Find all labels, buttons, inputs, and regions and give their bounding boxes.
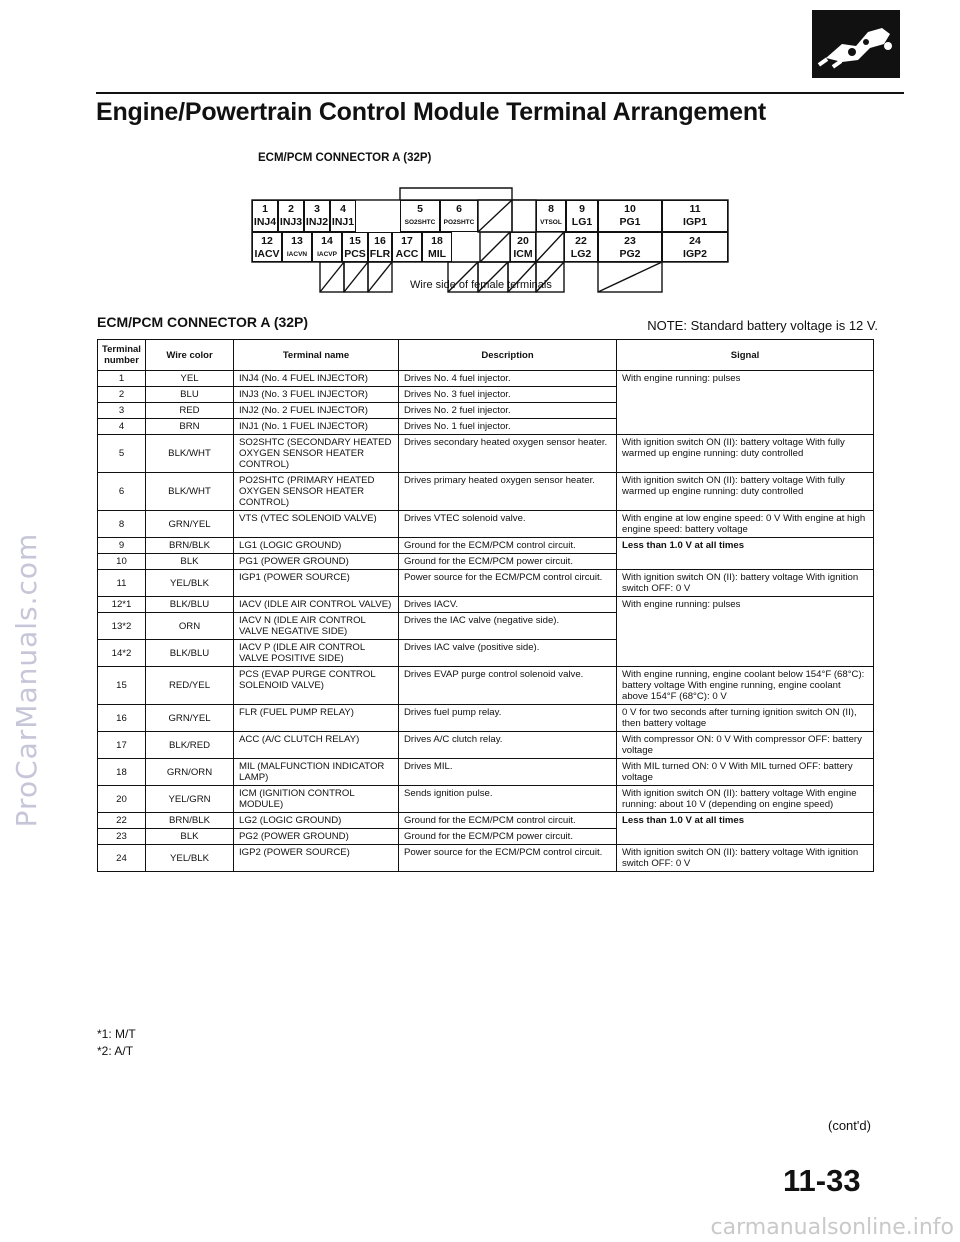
connector-cell	[566, 200, 598, 232]
cell-terminal-name: PG2 (POWER GROUND)	[234, 829, 399, 845]
table-row	[98, 667, 874, 705]
cell-description: Drives secondary heated oxygen sensor heater.	[399, 435, 617, 473]
cell-terminal-number: 9	[98, 538, 146, 554]
cell-wire-color: GRN/ORN	[146, 759, 234, 786]
connector-cell	[598, 200, 662, 232]
cell-terminal-name: ICM (IGNITION CONTROL MODULE)	[234, 786, 399, 813]
cell-terminal-number: 2	[98, 387, 146, 403]
cell-terminal-name: IACV (IDLE AIR CONTROL VALVE)	[234, 597, 399, 613]
cell-wire-color: BLK	[146, 554, 234, 570]
cell-signal: With engine running: pulses	[617, 371, 874, 435]
connector-cell	[400, 200, 440, 232]
connector-cell-number: 1	[262, 203, 268, 215]
table-header-row	[98, 340, 874, 371]
connector-cell-term: PO2SHTC	[443, 219, 475, 226]
wire-side-note: Wire side of female terminals	[410, 279, 552, 291]
cell-terminal-name: LG1 (LOGIC GROUND)	[234, 538, 399, 554]
cell-terminal-name: INJ1 (No. 1 FUEL INJECTOR)	[234, 419, 399, 435]
connector-cell-term: LG1	[571, 216, 593, 228]
engine-section-logo	[812, 10, 900, 78]
cell-description: Power source for the ECM/PCM control circuit.	[399, 845, 617, 872]
connector-cell	[422, 232, 452, 262]
cell-wire-color: YEL	[146, 371, 234, 387]
table-row	[98, 511, 874, 538]
cell-terminal-name: PO2SHTC (PRIMARY HEATED OXYGEN SENSOR HEATER CONTROL)	[234, 473, 399, 511]
footnotes	[97, 1026, 136, 1060]
footnote-1: *1: M/T	[97, 1027, 136, 1041]
cell-wire-color: GRN/YEL	[146, 511, 234, 538]
cell-signal: With MIL turned ON: 0 V With MIL turned OFF: battery voltage	[617, 759, 874, 786]
connector-cell	[368, 232, 392, 262]
cell-terminal-number: 15	[98, 667, 146, 705]
connector-cell-term: INJ4	[253, 216, 277, 228]
cell-wire-color: BLK/WHT	[146, 473, 234, 511]
cell-terminal-number: 6	[98, 473, 146, 511]
cell-terminal-number: 8	[98, 511, 146, 538]
cell-description: Ground for the ECM/PCM power circuit.	[399, 829, 617, 845]
connector-cell-term: IACV	[254, 248, 280, 260]
connector-cell-number: 14	[321, 235, 333, 247]
voltage-note: NOTE: Standard battery voltage is 12 V.	[647, 318, 878, 333]
connector-cell-number: 3	[314, 203, 320, 215]
connector-cell	[252, 200, 278, 232]
bottom-watermark: carmanualsonline.info	[710, 1215, 954, 1240]
table-row	[98, 759, 874, 786]
connector-cell	[278, 200, 304, 232]
cell-terminal-name: IGP2 (POWER SOURCE)	[234, 845, 399, 872]
cell-signal: With ignition switch ON (II): battery voltage With ignition switch OFF: 0 V	[617, 845, 874, 872]
connector-cell-number: 4	[340, 203, 346, 215]
connector-cell-number: 8	[548, 203, 554, 215]
cell-description: Drives IAC valve (positive side).	[399, 640, 617, 667]
cell-terminal-name: IGP1 (POWER SOURCE)	[234, 570, 399, 597]
connector-cell-term: PG2	[619, 248, 641, 260]
cell-terminal-number: 22	[98, 813, 146, 829]
connector-cell	[440, 200, 478, 232]
cell-signal: Less than 1.0 V at all times	[617, 538, 874, 570]
cell-terminal-number: 14*2	[98, 640, 146, 667]
connector-cell-number: 23	[624, 235, 636, 247]
cell-wire-color: GRN/YEL	[146, 705, 234, 732]
cell-signal: With engine running: pulses	[617, 597, 874, 667]
cell-description: Drives the IAC valve (negative side).	[399, 613, 617, 640]
header-description: Description	[399, 340, 617, 371]
connector-cell-term: VTSOL	[540, 219, 562, 226]
cell-terminal-name: MIL (MALFUNCTION INDICATOR LAMP)	[234, 759, 399, 786]
connector-cell-number: 24	[689, 235, 701, 247]
connector-cell-number: 10	[624, 203, 636, 215]
cell-description: Power source for the ECM/PCM control circuit.	[399, 570, 617, 597]
cell-terminal-number: 5	[98, 435, 146, 473]
cell-terminal-number: 18	[98, 759, 146, 786]
connector-cell-term: MIL	[427, 248, 447, 260]
connector-cell-number: 12	[261, 235, 273, 247]
cell-signal: With ignition switch ON (II): battery voltage With fully warmed up engine running: duty controlled	[617, 435, 874, 473]
cell-terminal-number: 23	[98, 829, 146, 845]
connector-cell-number: 9	[579, 203, 585, 215]
cell-terminal-number: 3	[98, 403, 146, 419]
connector-cell-term: INJ3	[279, 216, 303, 228]
cell-wire-color: YEL/BLK	[146, 845, 234, 872]
cell-terminal-number: 4	[98, 419, 146, 435]
cell-terminal-name: FLR (FUEL PUMP RELAY)	[234, 705, 399, 732]
cell-terminal-number: 24	[98, 845, 146, 872]
cell-terminal-number: 10	[98, 554, 146, 570]
cell-wire-color: BLK	[146, 829, 234, 845]
top-rule	[96, 92, 904, 94]
connector-cell-number: 6	[456, 203, 462, 215]
cell-terminal-name: INJ4 (No. 4 FUEL INJECTOR)	[234, 371, 399, 387]
connector-cell-number: 18	[431, 235, 443, 247]
connector-cell	[342, 232, 368, 262]
cell-signal: With engine running, engine coolant below 154°F (68°C): battery voltage With engine running, engine coolant above 154°F (68°C): 0 V	[617, 667, 874, 705]
side-watermark: ProCarManuals.com	[10, 532, 43, 828]
page-title: Engine/Powertrain Control Module Terminal Arrangement	[96, 98, 767, 126]
cell-description: Drives primary heated oxygen sensor heater.	[399, 473, 617, 511]
table-row	[98, 813, 874, 829]
connector-cell	[536, 200, 566, 232]
cell-description: Sends ignition pulse.	[399, 786, 617, 813]
connector-cell-term: IGP2	[683, 248, 707, 260]
cell-description: Drives No. 2 fuel injector.	[399, 403, 617, 419]
connector-cell	[304, 200, 330, 232]
cell-wire-color: BRN/BLK	[146, 813, 234, 829]
cell-terminal-number: 13*2	[98, 613, 146, 640]
connector-cell	[598, 232, 662, 262]
cell-signal: With compressor ON: 0 V With compressor OFF: battery voltage	[617, 732, 874, 759]
cell-signal: With engine at low engine speed: 0 V With engine at high engine speed: battery voltage	[617, 511, 874, 538]
continued-label: (cont'd)	[828, 1118, 871, 1133]
connector-cell	[392, 232, 422, 262]
connector-cell-term: INJ1	[331, 216, 355, 228]
cell-description: Drives IACV.	[399, 597, 617, 613]
table-row	[98, 597, 874, 613]
connector-cell-term: IGP1	[683, 216, 707, 228]
table-row	[98, 371, 874, 387]
cell-terminal-name: IACV P (IDLE AIR CONTROL VALVE POSITIVE SIDE)	[234, 640, 399, 667]
cell-wire-color: BLK/BLU	[146, 640, 234, 667]
cell-terminal-name: IACV N (IDLE AIR CONTROL VALVE NEGATIVE SIDE)	[234, 613, 399, 640]
cell-wire-color: RED/YEL	[146, 667, 234, 705]
connector-cell-term: IACVP	[317, 251, 337, 258]
cell-signal: 0 V for two seconds after turning ignition switch ON (II), then battery voltage	[617, 705, 874, 732]
connector-cell-term: PCS	[344, 248, 366, 260]
cell-description: Drives MIL.	[399, 759, 617, 786]
cell-wire-color: BLK/RED	[146, 732, 234, 759]
cell-terminal-number: 11	[98, 570, 146, 597]
cell-terminal-number: 12*1	[98, 597, 146, 613]
cell-wire-color: BLK/BLU	[146, 597, 234, 613]
cell-terminal-number: 16	[98, 705, 146, 732]
footnote-2: *2: A/T	[97, 1044, 134, 1058]
cell-description: Drives EVAP purge control solenoid valve.	[399, 667, 617, 705]
table-row	[98, 732, 874, 759]
connector-cell-number: 17	[401, 235, 413, 247]
connector-cell	[662, 232, 728, 262]
cell-wire-color: YEL/GRN	[146, 786, 234, 813]
cell-signal: With ignition switch ON (II): battery voltage With ignition switch OFF: 0 V	[617, 570, 874, 597]
cell-description: Drives A/C clutch relay.	[399, 732, 617, 759]
page-number: 11-33	[783, 1163, 861, 1198]
connector-cell-number: 13	[291, 235, 303, 247]
connector-cell-number: 5	[417, 203, 423, 215]
connector-caption: ECM/PCM CONNECTOR A (32P)	[258, 152, 432, 164]
cell-wire-color: ORN	[146, 613, 234, 640]
cell-terminal-number: 1	[98, 371, 146, 387]
connector-cell-number: 16	[374, 235, 386, 247]
cell-terminal-name: PG1 (POWER GROUND)	[234, 554, 399, 570]
cell-terminal-name: SO2SHTC (SECONDARY HEATED OXYGEN SENSOR HEATER CONTROL)	[234, 435, 399, 473]
connector-cell-term: LG2	[570, 248, 592, 260]
cell-description: Drives No. 3 fuel injector.	[399, 387, 617, 403]
table-row	[98, 786, 874, 813]
header-terminal-number: Terminal number	[98, 340, 146, 371]
cell-terminal-name: VTS (VTEC SOLENOID VALVE)	[234, 511, 399, 538]
connector-cell	[252, 232, 282, 262]
cell-description: Drives No. 4 fuel injector.	[399, 371, 617, 387]
cell-wire-color: RED	[146, 403, 234, 419]
cell-terminal-name: ACC (A/C CLUTCH RELAY)	[234, 732, 399, 759]
connector-cell-term: ICM	[513, 248, 533, 260]
connector-cell-term: PG1	[619, 216, 641, 228]
table-row	[98, 473, 874, 511]
connector-cell	[662, 200, 728, 232]
table-row	[98, 538, 874, 554]
connector-cell	[564, 232, 598, 262]
cell-terminal-name: INJ2 (No. 2 FUEL INJECTOR)	[234, 403, 399, 419]
table-caption: ECM/PCM CONNECTOR A (32P)	[97, 314, 309, 330]
table-row	[98, 435, 874, 473]
connector-cell-term: INJ2	[305, 216, 329, 228]
cell-signal: Less than 1.0 V at all times	[617, 813, 874, 845]
connector-cell	[282, 232, 312, 262]
header-wire-color: Wire color	[146, 340, 234, 371]
header-signal: Signal	[617, 340, 874, 371]
connector-cell-term: FLR	[369, 248, 391, 260]
connector-cell-term: IACVN	[286, 251, 308, 258]
connector-cell	[510, 232, 536, 262]
cell-wire-color: BLU	[146, 387, 234, 403]
cell-signal: With ignition switch ON (II): battery voltage With engine running: about 10 V (depending on engine speed)	[617, 786, 874, 813]
cell-terminal-name: INJ3 (No. 3 FUEL INJECTOR)	[234, 387, 399, 403]
cell-description: Ground for the ECM/PCM control circuit.	[399, 813, 617, 829]
cell-terminal-name: PCS (EVAP PURGE CONTROL SOLENOID VALVE)	[234, 667, 399, 705]
cell-description: Drives No. 1 fuel injector.	[399, 419, 617, 435]
terminal-table	[97, 339, 874, 872]
table-row	[98, 705, 874, 732]
cell-wire-color: BRN	[146, 419, 234, 435]
connector-cell-number: 20	[517, 235, 529, 247]
cell-description: Drives VTEC solenoid valve.	[399, 511, 617, 538]
cell-description: Ground for the ECM/PCM control circuit.	[399, 538, 617, 554]
table-row	[98, 570, 874, 597]
connector-cell	[330, 200, 356, 232]
connector-cell-term: ACC	[395, 248, 419, 260]
cell-description: Ground for the ECM/PCM power circuit.	[399, 554, 617, 570]
cell-terminal-name: LG2 (LOGIC GROUND)	[234, 813, 399, 829]
connector-cell-number: 11	[689, 203, 701, 215]
connector-cell	[312, 232, 342, 262]
connector-cell-number: 22	[575, 235, 587, 247]
cell-signal: With ignition switch ON (II): battery voltage With fully warmed up engine running: duty controlled	[617, 473, 874, 511]
connector-cell-term: SO2SHTC	[404, 219, 436, 226]
cell-wire-color: BLK/WHT	[146, 435, 234, 473]
cell-wire-color: BRN/BLK	[146, 538, 234, 554]
connector-cell-number: 15	[349, 235, 361, 247]
cell-terminal-number: 20	[98, 786, 146, 813]
header-terminal-name: Terminal name	[234, 340, 399, 371]
cell-terminal-number: 17	[98, 732, 146, 759]
connector-cell-number: 2	[288, 203, 294, 215]
table-row	[98, 845, 874, 872]
cell-wire-color: YEL/BLK	[146, 570, 234, 597]
cell-description: Drives fuel pump relay.	[399, 705, 617, 732]
